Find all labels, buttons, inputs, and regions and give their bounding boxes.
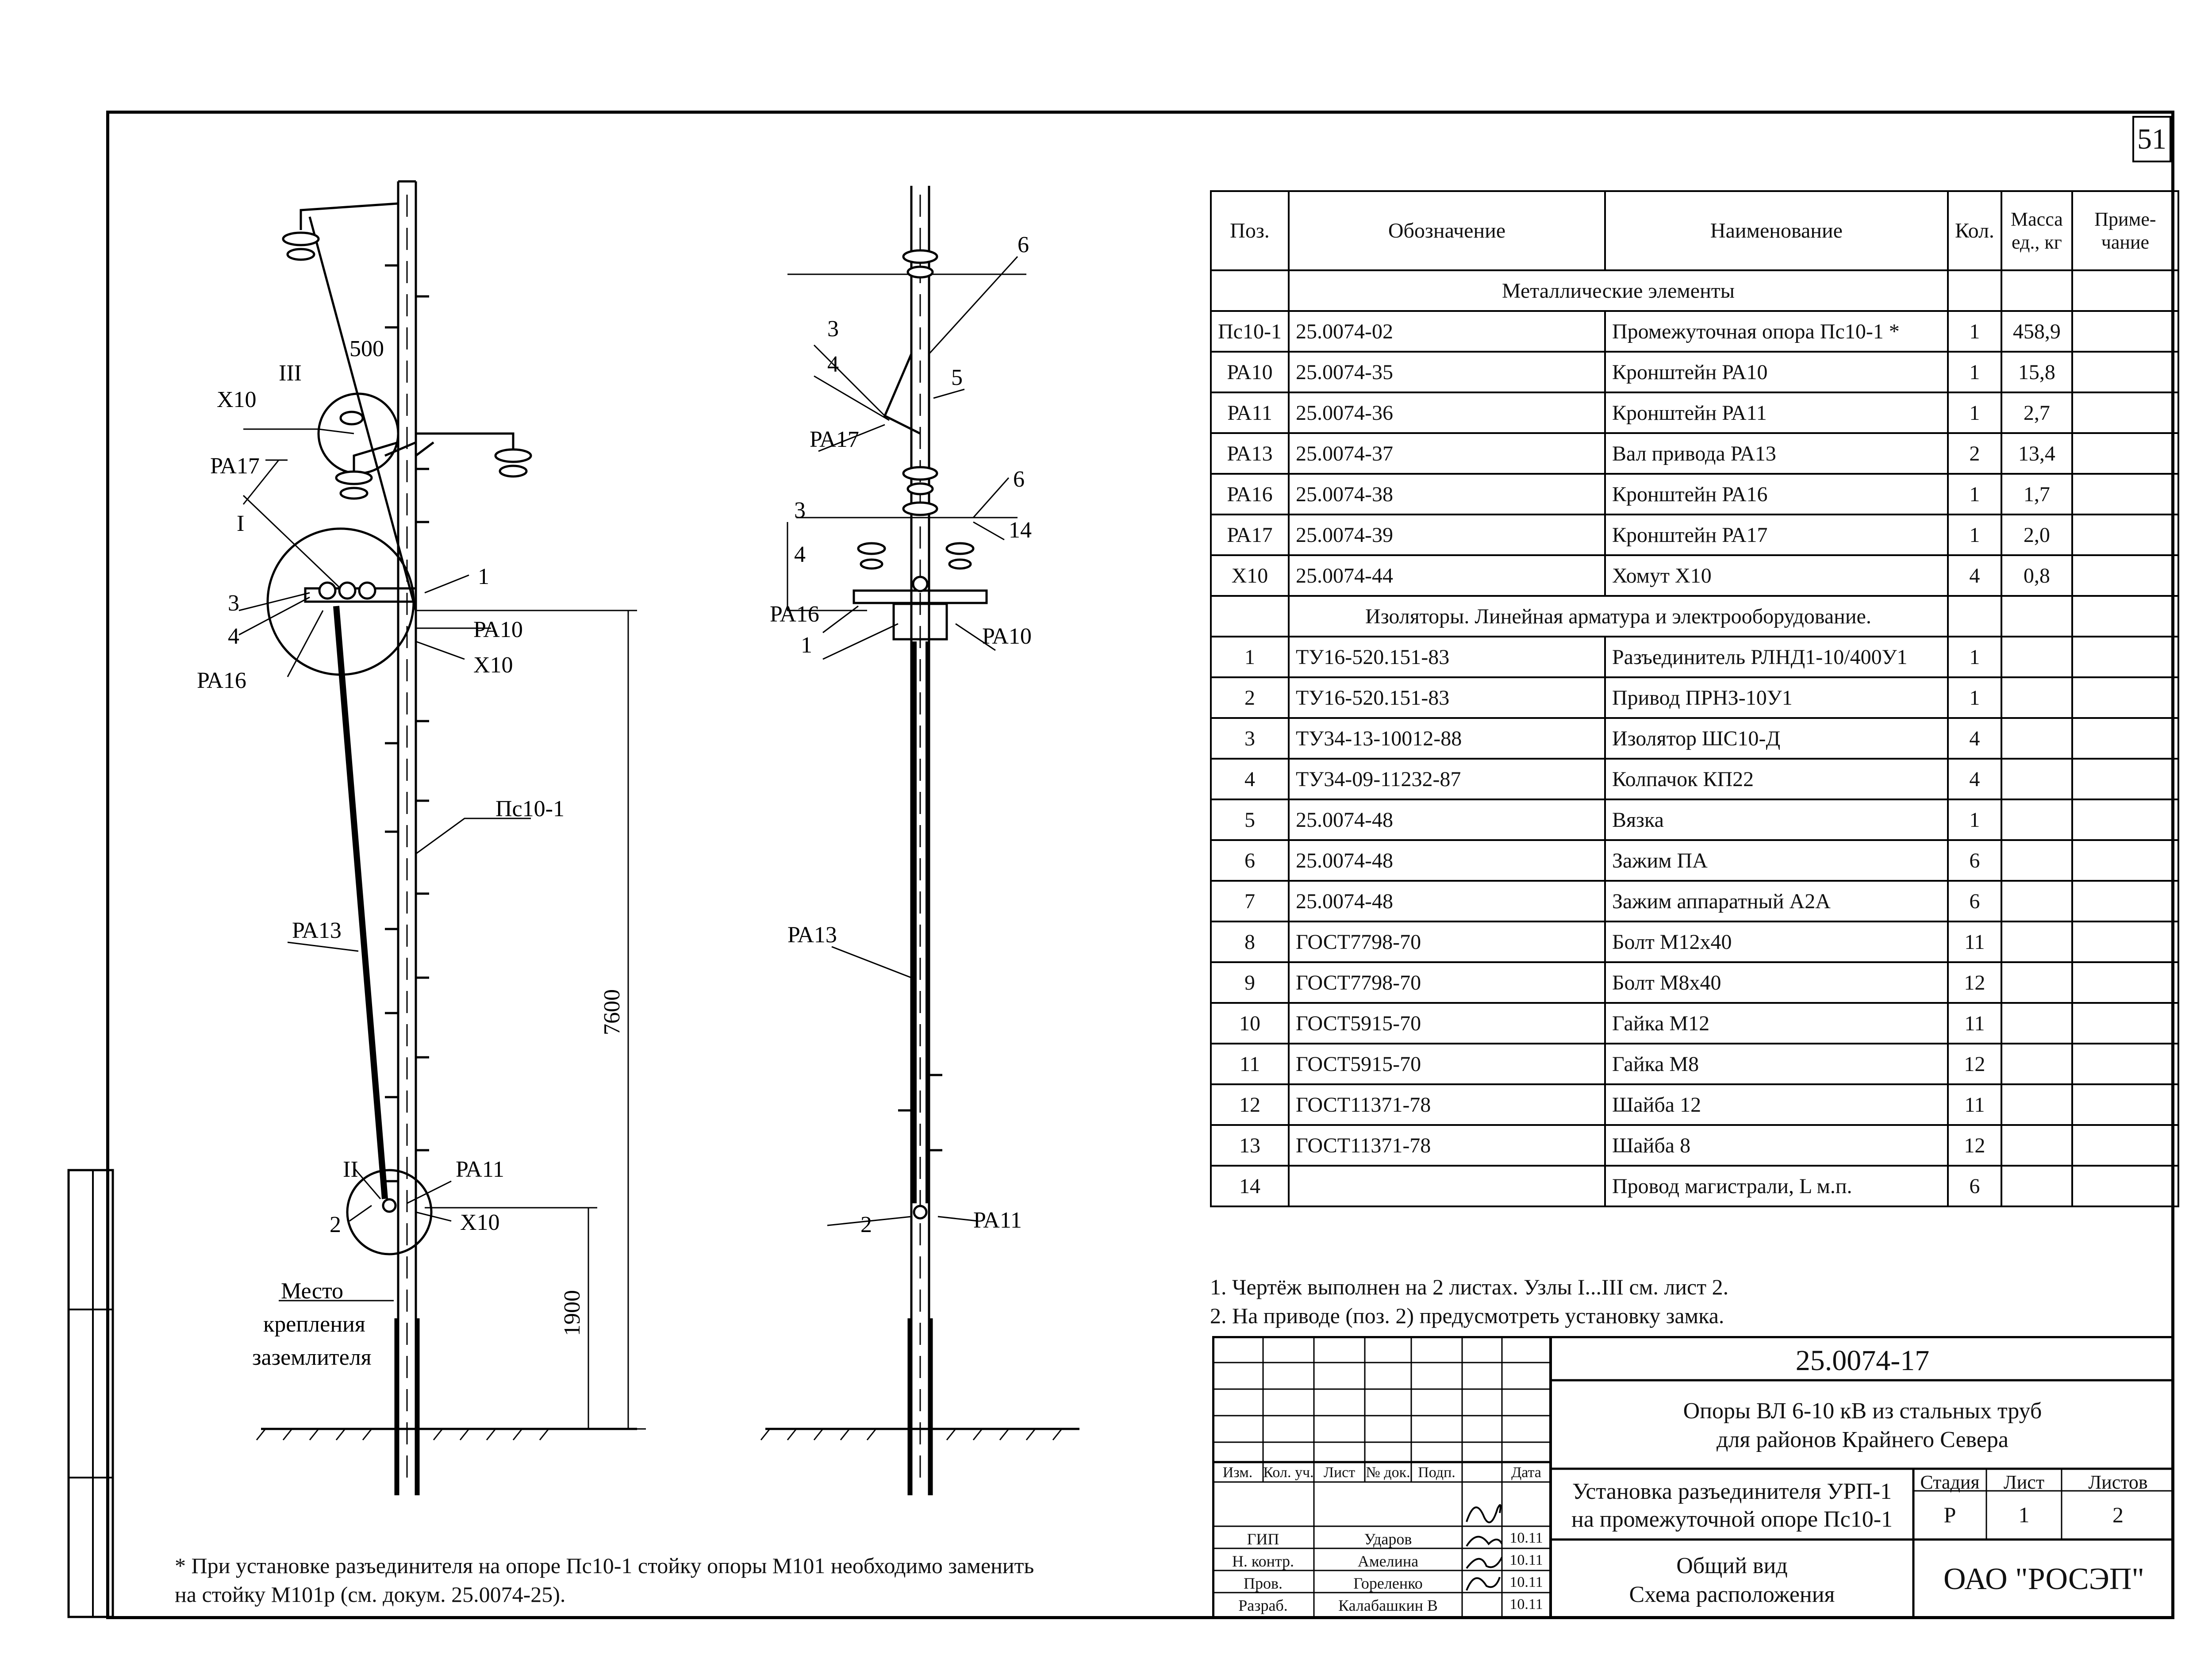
cell-note: [2072, 514, 2178, 555]
tb-role-gip: ГИП: [1247, 1530, 1279, 1548]
cell-pos: РА10: [1211, 352, 1289, 392]
cell-designation: ГОСТ11371-78: [1289, 1084, 1605, 1125]
cell-designation: ГОСТ5915-70: [1289, 1003, 1605, 1044]
cell-designation: 25.0074-02: [1289, 311, 1605, 352]
fv-label-pa13: РА13: [787, 922, 837, 948]
cell-mass: 1,7: [2001, 474, 2072, 514]
cell-qty: 6: [1948, 840, 2001, 881]
tb-date-prov: 10.11: [1509, 1574, 1543, 1590]
cell-name: Кронштейн РА17: [1605, 514, 1948, 555]
table-row: [1211, 759, 2178, 799]
cell-pos: Пс10-1: [1211, 311, 1289, 352]
label-item-3: 3: [228, 591, 239, 616]
sheets-label: Листов: [2088, 1471, 2148, 1493]
table-row: [1211, 718, 2178, 759]
table-row: [1211, 474, 2178, 514]
cell-mass: [2001, 718, 2072, 759]
table-row: [1211, 1003, 2178, 1044]
cell-name: Привод ПРНЗ-10У1: [1605, 677, 1948, 718]
cell-pos: 1: [1211, 637, 1289, 677]
doc-code: 25.0074-17: [1795, 1344, 1930, 1377]
cell-note: [2072, 921, 2178, 962]
tb-date-razrab: 10.11: [1509, 1596, 1543, 1613]
header-qty: Кол.: [1948, 191, 2001, 270]
cell-pos: 14: [1211, 1166, 1289, 1206]
table-row: [1211, 962, 2178, 1003]
cell-qty: 1: [1948, 311, 2001, 352]
stage-label: Стадия: [1920, 1471, 1980, 1493]
fv-label-item-1: 1: [801, 633, 812, 658]
cell-qty: 1: [1948, 799, 2001, 840]
section-row: [1211, 596, 2178, 637]
cell-note: [2072, 799, 2178, 840]
fv-label-item-3-top: 3: [827, 316, 839, 342]
cell-mass: [2001, 840, 2072, 881]
cell-designation: 25.0074-37: [1289, 433, 1605, 474]
cell-name: Кронштейн РА10: [1605, 352, 1948, 392]
cell-name: Зажим ПА: [1605, 840, 1948, 881]
cell-note: [2072, 433, 2178, 474]
cell-designation: 25.0074-48: [1289, 881, 1605, 921]
fv-label-pa16: РА16: [770, 602, 819, 627]
fv-label-pa11: РА11: [973, 1208, 1022, 1233]
cell-name: Промежуточная опора Пс10-1 *: [1605, 311, 1948, 352]
cell-name: Болт М8х40: [1605, 962, 1948, 1003]
cell-name: Изолятор ШС10-Д: [1605, 718, 1948, 759]
cell-mass: [2001, 759, 2072, 799]
tb-col-kol: Кол. уч.: [1263, 1464, 1314, 1481]
cell-designation: ТУ34-13-10012-88: [1289, 718, 1605, 759]
cell-mass: [2001, 921, 2072, 962]
label-pa17: РА17: [210, 453, 260, 479]
cell-name: Зажим аппаратный А2А: [1605, 881, 1948, 921]
cell-qty: 1: [1948, 677, 2001, 718]
label-pa11: РА11: [456, 1157, 504, 1182]
label-node-II: II: [343, 1157, 358, 1182]
cell-pos: 11: [1211, 1044, 1289, 1084]
cell-note: [2072, 555, 2178, 596]
fv-label-item-6-top: 6: [1018, 232, 1029, 257]
cell-pos: РА13: [1211, 433, 1289, 474]
label-pa16: РА16: [197, 668, 246, 693]
header-designation: Обозначение: [1289, 191, 1605, 270]
cell-name: Разъединитель РЛНД1-10/400У1: [1605, 637, 1948, 677]
sheet-value: 1: [2018, 1502, 2030, 1527]
section-title: Изоляторы. Линейная арматура и электрооборудование.: [1289, 596, 1948, 637]
cell-designation: 25.0074-38: [1289, 474, 1605, 514]
cell-note: [2072, 1044, 2178, 1084]
table-row: [1211, 352, 2178, 392]
table-row: [1211, 1125, 2178, 1166]
sheets-value: 2: [2112, 1502, 2124, 1527]
cell-designation: [1289, 1166, 1605, 1206]
label-x10-top: Х10: [217, 387, 257, 412]
cell-qty: 1: [1948, 637, 2001, 677]
cell-pos: 13: [1211, 1125, 1289, 1166]
cell-designation: 25.0074-44: [1289, 555, 1605, 596]
cell-pos: РА17: [1211, 514, 1289, 555]
sheet-label: Лист: [2003, 1471, 2045, 1493]
table-row: [1211, 677, 2178, 718]
fv-label-item-5: 5: [951, 365, 963, 390]
cell-pos: РА16: [1211, 474, 1289, 514]
cell-qty: 6: [1948, 1166, 2001, 1206]
label-pa13: РА13: [292, 918, 342, 943]
cell-note: [2072, 1003, 2178, 1044]
cell-note: [2072, 962, 2178, 1003]
cell-note: [2072, 392, 2178, 433]
table-row: [1211, 392, 2178, 433]
table-row: [1211, 1084, 2178, 1125]
cell-name: Вязка: [1605, 799, 1948, 840]
series-title-2: для районов Крайнего Севера: [1717, 1427, 2008, 1452]
table-row: [1211, 637, 2178, 677]
fv-label-item-2: 2: [860, 1212, 872, 1237]
label-pa10: РА10: [473, 617, 523, 642]
label-ground-2: крепления: [263, 1312, 365, 1337]
header-name: Наименование: [1605, 191, 1948, 270]
label-item-1: 1: [478, 564, 489, 589]
front-view-drawing: [752, 168, 1106, 1504]
cell-pos: 3: [1211, 718, 1289, 759]
cell-mass: [2001, 1166, 2072, 1206]
cell-mass: [2001, 881, 2072, 921]
tb-name-nkontr: Амелина: [1357, 1552, 1419, 1570]
tb-col-sign: Подп.: [1418, 1464, 1455, 1481]
cell-pos: РА11: [1211, 392, 1289, 433]
cell-designation: ТУ16-520.151-83: [1289, 677, 1605, 718]
side-view-drawing: [177, 168, 686, 1504]
cell-note: [2072, 1084, 2178, 1125]
label-ground-3: заземлителя: [252, 1345, 372, 1370]
cell-qty: 11: [1948, 921, 2001, 962]
cell-designation: 25.0074-48: [1289, 840, 1605, 881]
label-item-2: 2: [330, 1212, 341, 1237]
binding-stamp: [66, 1168, 115, 1619]
cell-qty: 1: [1948, 474, 2001, 514]
label-dim-500: 500: [349, 336, 384, 361]
label-ground-1: Место: [281, 1279, 344, 1304]
tb-role-nkontr: Н. контр.: [1232, 1552, 1294, 1570]
label-dim-7600: 7600: [599, 989, 625, 1035]
cell-pos: 5: [1211, 799, 1289, 840]
header-note: Приме- чание: [2072, 191, 2178, 270]
footnote-line-1: * При установке разъединителя на опоре Пс10-1 стойку опоры М101 необходимо заменить: [175, 1553, 1034, 1578]
cell-pos: 10: [1211, 1003, 1289, 1044]
tb-name-prov: Гореленко: [1353, 1574, 1423, 1592]
cell-mass: [2001, 1084, 2072, 1125]
cell-note: [2072, 840, 2178, 881]
cell-mass: [2001, 677, 2072, 718]
cell-designation: ТУ34-09-11232-87: [1289, 759, 1605, 799]
fv-label-pa17: РА17: [810, 427, 859, 452]
cell-name: Кронштейн РА16: [1605, 474, 1948, 514]
fv-label-item-4-mid: 4: [794, 542, 806, 567]
label-item-4: 4: [228, 624, 239, 649]
table-row: [1211, 921, 2178, 962]
cell-pos: 7: [1211, 881, 1289, 921]
section-row: [1211, 270, 2178, 311]
cell-name: Шайба 12: [1605, 1084, 1948, 1125]
note-2: 2. На приводе (поз. 2) предусмотреть установку замка.: [1210, 1303, 1724, 1328]
cell-name: Колпачок КП22: [1605, 759, 1948, 799]
label-dim-1900: 1900: [560, 1290, 585, 1336]
cell-qty: 4: [1948, 759, 2001, 799]
cell-mass: [2001, 799, 2072, 840]
cell-note: [2072, 352, 2178, 392]
cell-mass: [2001, 1125, 2072, 1166]
sheet-title-1: Общий вид: [1676, 1553, 1788, 1578]
table-row: [1211, 555, 2178, 596]
cell-note: [2072, 759, 2178, 799]
cell-note: [2072, 311, 2178, 352]
specification-table: [1210, 190, 2179, 1207]
cell-note: [2072, 718, 2178, 759]
cell-pos: 2: [1211, 677, 1289, 718]
table-row: [1211, 881, 2178, 921]
subject-title-1: Установка разъединителя УРП-1: [1572, 1479, 1892, 1504]
cell-name: Болт М12х40: [1605, 921, 1948, 962]
header-mass: Масса ед., кг: [2001, 191, 2072, 270]
fv-label-item-6-mid: 6: [1013, 467, 1025, 492]
sheet-title-2: Схема расположения: [1629, 1582, 1835, 1607]
label-x10-mid: Х10: [473, 653, 513, 678]
cell-mass: [2001, 637, 2072, 677]
cell-name: Вал привода РА13: [1605, 433, 1948, 474]
cell-name: Хомут Х10: [1605, 555, 1948, 596]
cell-qty: 12: [1948, 962, 2001, 1003]
cell-designation: 25.0074-39: [1289, 514, 1605, 555]
cell-note: [2072, 637, 2178, 677]
cell-qty: 11: [1948, 1084, 2001, 1125]
sheet-number: 51: [2132, 116, 2171, 162]
header-pos: Поз.: [1211, 191, 1289, 270]
section-title: Металлические элементы: [1289, 270, 1948, 311]
label-node-I: I: [237, 511, 245, 536]
note-1: 1. Чертёж выполнен на 2 листах. Узлы I...III см. лист 2.: [1210, 1275, 1729, 1299]
cell-mass: 0,8: [2001, 555, 2072, 596]
cell-mass: 2,0: [2001, 514, 2072, 555]
title-block: [1212, 1336, 2174, 1619]
cell-qty: 4: [1948, 718, 2001, 759]
footnote-line-2: на стойку М101р (см. докум. 25.0074-25).: [175, 1582, 566, 1607]
tb-name-razrab: Калабашкин В: [1338, 1597, 1438, 1614]
cell-mass: [2001, 962, 2072, 1003]
cell-designation: 25.0074-35: [1289, 352, 1605, 392]
cell-name: Шайба 8: [1605, 1125, 1948, 1166]
tb-role-razrab: Разраб.: [1238, 1597, 1288, 1614]
fv-label-pa10: РА10: [982, 624, 1032, 649]
tb-date-nkontr: 10.11: [1509, 1552, 1543, 1568]
cell-qty: 4: [1948, 555, 2001, 596]
cell-note: [2072, 1125, 2178, 1166]
stage-value: Р: [1943, 1502, 1956, 1527]
cell-note: [2072, 474, 2178, 514]
cell-qty: 1: [1948, 352, 2001, 392]
cell-mass: 458,9: [2001, 311, 2072, 352]
cell-note: [2072, 881, 2178, 921]
tb-role-prov: Пров.: [1244, 1574, 1283, 1592]
tb-col-date: Дата: [1511, 1464, 1541, 1481]
cell-name: Провод магистрали, L м.п.: [1605, 1166, 1948, 1206]
cell-name: Гайка М8: [1605, 1044, 1948, 1084]
label-node-III: III: [279, 361, 302, 386]
label-pole: Пс10-1: [495, 796, 565, 822]
cell-pos: Х10: [1211, 555, 1289, 596]
cell-pos: 4: [1211, 759, 1289, 799]
table-row: [1211, 840, 2178, 881]
cell-note: [2072, 677, 2178, 718]
cell-qty: 1: [1948, 392, 2001, 433]
cell-designation: 25.0074-36: [1289, 392, 1605, 433]
cell-designation: ГОСТ5915-70: [1289, 1044, 1605, 1084]
cell-pos: 12: [1211, 1084, 1289, 1125]
cell-designation: ГОСТ7798-70: [1289, 962, 1605, 1003]
cell-mass: 2,7: [2001, 392, 2072, 433]
tb-col-list: Лист: [1323, 1464, 1356, 1481]
cell-pos: 6: [1211, 840, 1289, 881]
cell-name: Гайка М12: [1605, 1003, 1948, 1044]
tb-name-gip: Ударов: [1364, 1530, 1412, 1548]
cell-mass: [2001, 1044, 2072, 1084]
subject-title-2: на промежуточной опоре Пс10-1: [1571, 1507, 1893, 1532]
cell-pos: 8: [1211, 921, 1289, 962]
cell-designation: 25.0074-48: [1289, 799, 1605, 840]
cell-mass: 13,4: [2001, 433, 2072, 474]
table-row: [1211, 433, 2178, 474]
label-x10-bot: Х10: [460, 1210, 500, 1235]
cell-name: Кронштейн РА11: [1605, 392, 1948, 433]
organization: ОАО "РОСЭП": [1943, 1562, 2144, 1596]
fv-label-item-14: 14: [1009, 518, 1032, 543]
table-header-row: [1211, 191, 2178, 270]
cell-qty: 6: [1948, 881, 2001, 921]
cell-designation: ГОСТ11371-78: [1289, 1125, 1605, 1166]
cell-qty: 2: [1948, 433, 2001, 474]
cell-mass: 15,8: [2001, 352, 2072, 392]
series-title-1: Опоры ВЛ 6-10 кВ из стальных труб: [1683, 1398, 2042, 1424]
tb-col-doc: № док.: [1366, 1464, 1410, 1481]
cell-qty: 12: [1948, 1044, 2001, 1084]
table-row: [1211, 1044, 2178, 1084]
table-row: [1211, 1166, 2178, 1206]
table-row: [1211, 799, 2178, 840]
table-row: [1211, 514, 2178, 555]
fv-label-item-4-top: 4: [827, 352, 839, 377]
cell-pos: 9: [1211, 962, 1289, 1003]
cell-qty: 11: [1948, 1003, 2001, 1044]
tb-date-gip: 10.11: [1509, 1530, 1543, 1546]
cell-mass: [2001, 1003, 2072, 1044]
cell-qty: 12: [1948, 1125, 2001, 1166]
tb-col-izm: Изм.: [1222, 1464, 1253, 1481]
cell-designation: ГОСТ7798-70: [1289, 921, 1605, 962]
cell-note: [2072, 1166, 2178, 1206]
cell-designation: ТУ16-520.151-83: [1289, 637, 1605, 677]
fv-label-item-3-mid: 3: [794, 498, 806, 523]
cell-qty: 1: [1948, 514, 2001, 555]
table-row: [1211, 311, 2178, 352]
